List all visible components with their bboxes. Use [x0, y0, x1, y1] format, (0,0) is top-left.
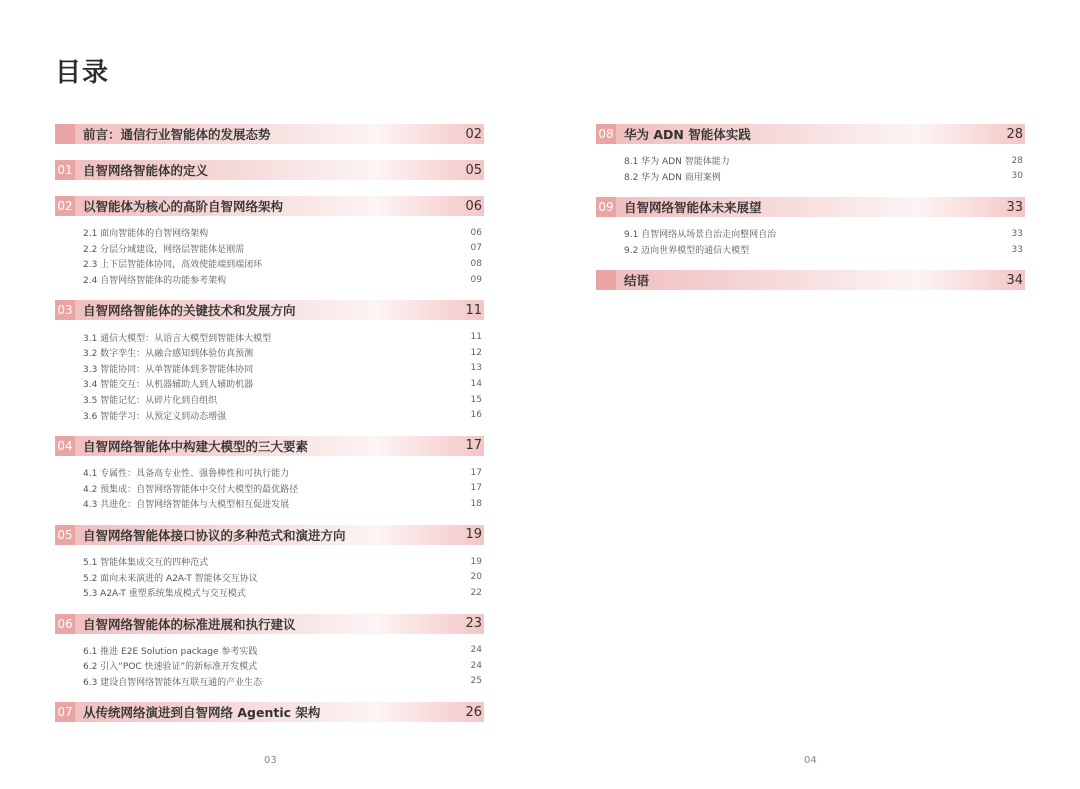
subsection-page-number: 25 — [470, 676, 482, 687]
toc-subsection[interactable] — [83, 329, 484, 345]
section-number-badge: 05 — [55, 525, 75, 545]
toc-section-heading[interactable] — [55, 160, 484, 180]
section-number-badge: 07 — [55, 702, 75, 722]
subsection-page-number: 09 — [470, 274, 482, 285]
toc-section-heading[interactable] — [55, 124, 484, 144]
section-title: 前言：通信行业智能体的发展态势 — [83, 127, 271, 142]
section-number-badge — [596, 270, 616, 290]
toc-subsection[interactable] — [83, 643, 484, 659]
toc-subsection[interactable] — [83, 585, 484, 601]
section-title: 自智网络智能体的关键技术和发展方向 — [83, 303, 296, 319]
subsection-page-number: 33 — [1011, 244, 1023, 255]
section-title: 以智能体为核心的高阶自智网络架构 — [83, 199, 284, 214]
toc-left-column — [55, 124, 484, 738]
toc-section-heading[interactable] — [55, 614, 484, 634]
toc-subsection[interactable] — [83, 465, 484, 481]
toc-section — [55, 196, 484, 287]
subsection-title: 3.6 智能学习：从预定义到动态增强 — [83, 411, 227, 422]
subsection-title: 6.1 推进 E2E Solution package 参考实践 — [83, 646, 258, 657]
toc-subsection[interactable] — [83, 674, 484, 690]
subsection-title: 2.4 自智网络智能体的功能参考架构 — [83, 276, 227, 287]
toc-subsection[interactable] — [83, 658, 484, 674]
subsection-title: 8.1 华为 ADN 智能体能力 — [624, 157, 730, 168]
toc-section-heading[interactable] — [596, 270, 1025, 290]
toc-subsection[interactable] — [624, 226, 1025, 242]
subsection-title: 4.1 专属性：具备高专业性、强鲁棒性和可执行能力 — [83, 469, 290, 480]
subsection-page-number: 18 — [470, 498, 482, 509]
section-number-badge: 02 — [55, 196, 75, 216]
section-title: 自智网络智能体的定义 — [83, 163, 209, 178]
subsection-page-number: 19 — [470, 556, 482, 567]
subsection-page-number: 14 — [470, 378, 482, 389]
subsection-title: 5.2 面向未来演进的 A2A-T 智能体交互协议 — [83, 573, 258, 584]
subsection-title: 3.2 数字孪生：从融合感知到体验仿真预测 — [83, 349, 254, 360]
toc-subsection[interactable] — [83, 241, 484, 257]
section-title: 自智网络智能体的标准进展和执行建议 — [83, 616, 296, 632]
section-page-number: 02 — [465, 126, 482, 142]
subsection-title: 9.2 迈向世界模型的通信大模型 — [624, 246, 750, 257]
subsection-title: 6.3 建设自智网络智能体互联互通的产业生态 — [83, 677, 263, 688]
section-number-badge: 01 — [55, 160, 75, 180]
subsection-page-number: 30 — [1011, 171, 1023, 182]
subsection-page-number: 17 — [470, 467, 482, 478]
section-number-badge: 09 — [596, 197, 616, 217]
toc-subsection[interactable] — [83, 496, 484, 512]
toc-section — [55, 525, 484, 601]
subsection-title: 2.3 上下层智能体协同，高效使能端到端闭环 — [83, 260, 263, 271]
subsection-page-number: 15 — [470, 394, 482, 405]
subsection-title: 8.2 华为 ADN 商用案例 — [624, 172, 721, 183]
section-title: 从传统网络演进到自智网络 Agentic 架构 — [83, 705, 321, 721]
toc-section — [596, 124, 1025, 184]
subsection-title: 2.2 分层分域建设，网络层智能体是刚需 — [83, 244, 245, 255]
toc-subsection[interactable] — [83, 392, 484, 408]
subsection-title: 3.3 智能协同：从单智能体到多智能体协同 — [83, 364, 254, 375]
section-title: 自智网络智能体未来展望 — [624, 200, 762, 216]
toc-subsection[interactable] — [624, 242, 1025, 258]
subsection-title: 6.2 引入“POC 快速验证”的新标准开发模式 — [83, 662, 258, 673]
left-page-number: 03 — [264, 755, 277, 766]
toc-section — [596, 270, 1025, 290]
toc-subsection[interactable] — [83, 569, 484, 585]
section-title: 结语 — [624, 273, 650, 289]
subsection-page-number: 07 — [470, 243, 482, 254]
section-number-badge: 03 — [55, 300, 75, 320]
toc-subsection[interactable] — [83, 345, 484, 361]
subsection-page-number: 22 — [470, 587, 482, 598]
toc-section-heading[interactable] — [55, 525, 484, 545]
subsection-page-number: 08 — [470, 258, 482, 269]
subsection-title: 5.3 A2A-T 重塑系统集成模式与交互模式 — [83, 589, 246, 600]
toc-subsection[interactable] — [83, 225, 484, 241]
subsection-page-number: 20 — [470, 572, 482, 583]
toc-section-heading[interactable] — [596, 124, 1025, 144]
section-page-number: 17 — [465, 438, 482, 454]
section-title: 自智网络智能体中构建大模型的三大要素 — [83, 438, 309, 454]
subsection-title: 3.4 智能交互：从机器辅助人到人辅助机器 — [83, 380, 254, 391]
section-number-badge: 04 — [55, 436, 75, 456]
section-page-number: 34 — [1006, 272, 1023, 288]
toc-section-heading[interactable] — [55, 196, 484, 216]
toc-section-heading[interactable] — [55, 702, 484, 722]
toc-subsection[interactable] — [83, 554, 484, 570]
subsection-page-number: 16 — [470, 410, 482, 421]
toc-section — [55, 124, 484, 144]
subsection-page-number: 24 — [470, 645, 482, 656]
section-page-number: 28 — [1006, 126, 1023, 142]
toc-section — [55, 436, 484, 512]
section-page-number: 11 — [465, 302, 482, 318]
subsection-page-number: 13 — [470, 363, 482, 374]
toc-subsection[interactable] — [83, 481, 484, 497]
subsection-title: 5.1 智能体集成交互的四种范式 — [83, 558, 209, 569]
subsection-page-number: 17 — [470, 483, 482, 494]
toc-subsection[interactable] — [83, 272, 484, 288]
toc-subsection[interactable] — [83, 376, 484, 392]
toc-subsection[interactable] — [624, 153, 1025, 169]
section-title: 华为 ADN 智能体实践 — [624, 127, 751, 142]
section-number-badge: 08 — [596, 124, 616, 144]
subsection-title: 4.3 共进化：自智网络智能体与大模型相互促进发展 — [83, 500, 290, 511]
subsection-page-number: 28 — [1011, 155, 1023, 166]
toc-right-column — [596, 124, 1025, 306]
toc-section-heading[interactable] — [55, 436, 484, 456]
toc-subsection[interactable] — [624, 169, 1025, 185]
right-page-number: 04 — [804, 755, 817, 766]
page-title: 目录 — [55, 58, 110, 88]
section-title: 自智网络智能体接口协议的多种范式和演进方向 — [83, 527, 346, 543]
toc-section-heading[interactable] — [55, 300, 484, 320]
section-page-number: 06 — [465, 198, 482, 214]
toc-section — [55, 614, 484, 690]
toc-section-heading[interactable] — [596, 197, 1025, 217]
section-number-badge — [55, 124, 75, 144]
toc-section — [55, 702, 484, 722]
toc-section — [55, 300, 484, 423]
subsection-title: 9.1 自智网络从场景自治走向整网自治 — [624, 230, 777, 241]
toc-subsection[interactable] — [83, 361, 484, 377]
section-page-number: 05 — [465, 162, 482, 178]
subsection-page-number: 24 — [470, 660, 482, 671]
toc-section — [596, 197, 1025, 257]
subsection-page-number: 11 — [470, 332, 482, 343]
section-page-number: 33 — [1006, 199, 1023, 215]
subsection-page-number: 06 — [470, 227, 482, 238]
toc-subsection[interactable] — [83, 256, 484, 272]
section-number-badge: 06 — [55, 614, 75, 634]
toc-section — [55, 160, 484, 180]
subsection-page-number: 33 — [1011, 228, 1023, 239]
subsection-title: 3.5 智能记忆：从碎片化到自组织 — [83, 396, 218, 407]
section-page-number: 19 — [465, 527, 482, 543]
section-page-number: 26 — [465, 704, 482, 720]
section-page-number: 23 — [465, 616, 482, 631]
subsection-title: 3.1 通信大模型：从语言大模型到智能体大模型 — [83, 333, 272, 344]
subsection-title: 4.2 预集成：自智网络智能体中交付大模型的最优路径 — [83, 484, 299, 495]
subsection-page-number: 12 — [470, 347, 482, 358]
subsection-title: 2.1 面向智能体的自智网络架构 — [83, 229, 209, 240]
toc-subsection[interactable] — [83, 407, 484, 423]
